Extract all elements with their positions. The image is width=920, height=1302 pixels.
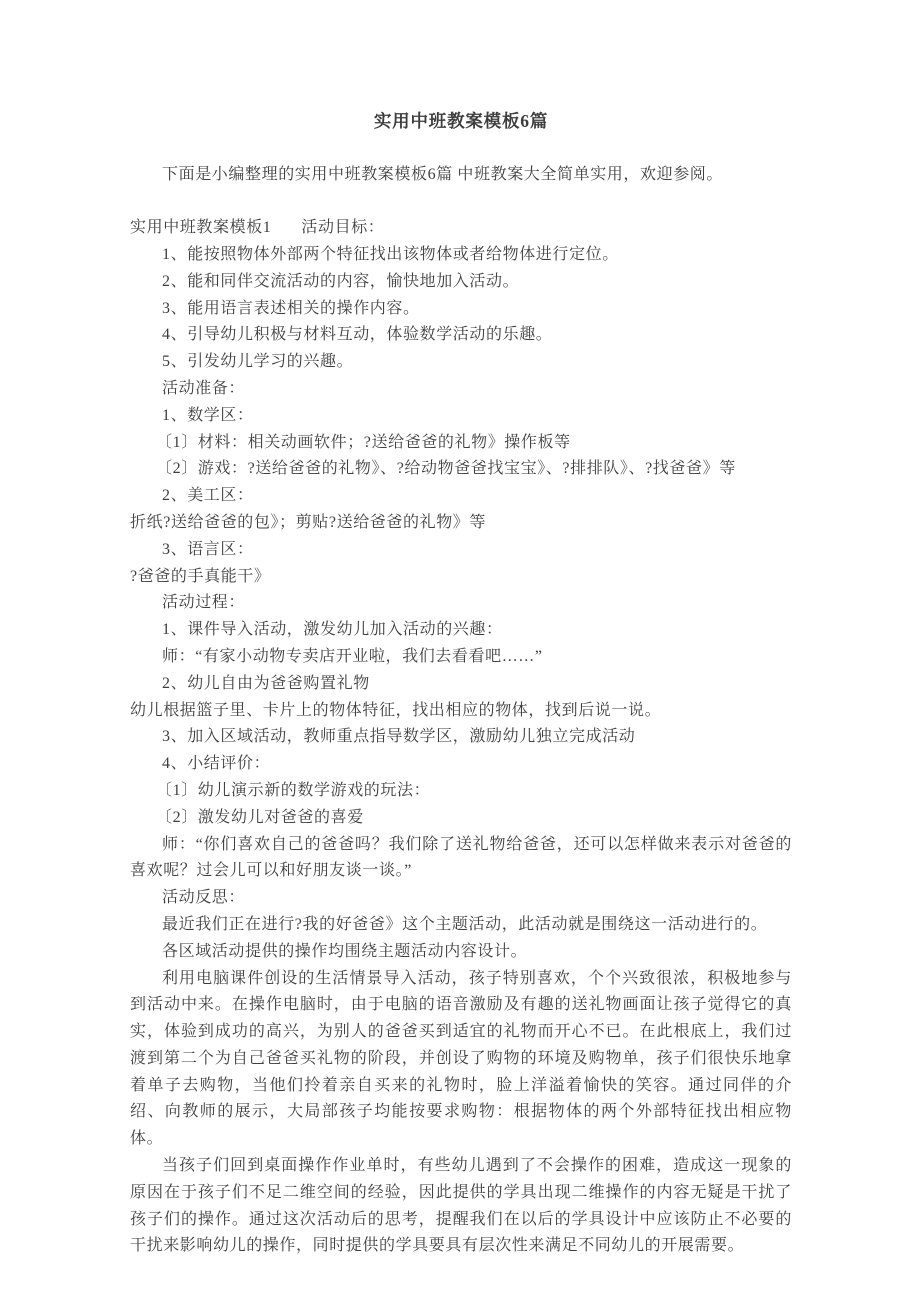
activity-process-heading: 活动过程： [162, 594, 246, 612]
prep-math-games: 〔2〕游戏：?送给爸爸的礼物》、?给动物爸爸找宝宝》、?排排队》、?找爸爸》等 [156, 460, 736, 478]
process-step-4: 4、小结评价： [162, 755, 271, 773]
reflection-paragraph-3: 利用电脑课件创设的生活情景导入活动，孩子特别喜欢，个个兴致很浓，积极地参与到活动中来。在操作电脑时，由于电脑的语音激励及有趣的送礼物画面让孩子觉得它的真实，体验到成功的高兴，为别人的爸爸买到适宜的礼物而开心不已。在此根底上，我们过渡到第二个为自己爸爸买礼物的阶段，并创设了购物的环境及购物单，孩子们很快乐地拿着单子去购物，当他们拎着亲自买来的礼物时，脸上洋溢着愉快的笑容。通过同伴的介绍、向教师的展示，大局部孩子均能按要求购物：根据物体的两个外部特征找出相应物体。 [130, 969, 792, 1148]
section-1-label: 实用中班教案模板1 [130, 219, 272, 237]
intro-paragraph: 下面是小编整理的实用中班教案模板6篇 中班教案大全简单实用，欢迎参阅。 [162, 165, 724, 183]
prep-math-materials: 〔1〕材料：相关动画软件；?送给爸爸的礼物》操作板等 [156, 433, 571, 451]
goal-item-3: 3、能用语言表述相关的操作内容。 [162, 299, 420, 317]
process-step-2-detail: 幼儿根据篮子里、卡片上的物体特征，找出相应的物体，找到后说一说。 [130, 701, 662, 719]
reflection-paragraph-2: 各区域活动提供的操作均围绕主题活动内容设计。 [162, 942, 528, 960]
prep-item-art-area: 2、美工区： [162, 487, 254, 505]
goal-item-1: 1、能按照物体外部两个特征找出该物体或者给物体进行定位。 [162, 245, 619, 263]
process-step-1: 1、课件导入活动，激发幼儿加入活动的兴趣： [162, 621, 503, 639]
prep-art-detail: 折纸?送给爸爸的包》；剪贴?送给爸爸的礼物》等 [130, 513, 487, 531]
document-body [130, 108, 792, 1260]
reflection-paragraph-4: 当孩子们回到桌面操作作业单时，有些幼儿遇到了不会操作的困难，造成这一现象的原因在于孩子们不足二维空间的经验，因此提供的学具出现二维操作的内容无疑是干扰了孩子们的操作。通过这次活动后的思考，提醒我们在以后的学具设计中应该防止不必要的干扰来影响幼儿的操作，同时提供的学具要具有层次性来满足不同幼儿的开展需要。 [130, 1157, 792, 1255]
activity-prep-heading: 活动准备： [162, 379, 246, 397]
process-step-2: 2、幼儿自由为爸爸购置礼物 [162, 674, 370, 692]
activity-goals-heading: 活动目标： [301, 219, 385, 237]
goal-item-2: 2、能和同伴交流活动的内容，愉快地加入活动。 [162, 272, 520, 290]
reflection-paragraph-1: 最近我们正在进行?我的好爸爸》这个主题活动，此活动就是围绕这一活动进行的。 [162, 915, 768, 933]
evaluation-item-2: 〔2〕激发幼儿对爸爸的喜爱 [156, 808, 364, 826]
teacher-quote-1: 师：“有家小动物专卖店开业啦，我们去看看吧……” [162, 647, 543, 665]
process-step-3: 3、加入区域活动，教师重点指导数学区，激励幼儿独立完成活动 [162, 728, 636, 746]
section-1-heading-line [130, 215, 792, 242]
goal-item-5: 5、引发幼儿学习的兴趣。 [162, 353, 354, 371]
document-title: 实用中班教案模板6篇 [373, 111, 549, 131]
evaluation-item-1: 〔1〕幼儿演示新的数学游戏的玩法： [156, 781, 431, 799]
prep-item-language-area: 3、语言区： [162, 540, 254, 558]
prep-item-math-area: 1、数学区： [162, 406, 254, 424]
activity-reflection-heading: 活动反思： [162, 889, 246, 907]
prep-language-detail: ?爸爸的手真能干》 [130, 567, 271, 585]
teacher-quote-2: 师：“你们喜欢自己的爸爸吗？我们除了送礼物给爸爸，还可以怎样做来表示对爸爸的喜欢呢？过会儿可以和好朋友谈一谈。” [130, 835, 792, 880]
goal-item-4: 4、引导幼儿积极与材料互动，体验数学活动的乐趣。 [162, 326, 553, 344]
